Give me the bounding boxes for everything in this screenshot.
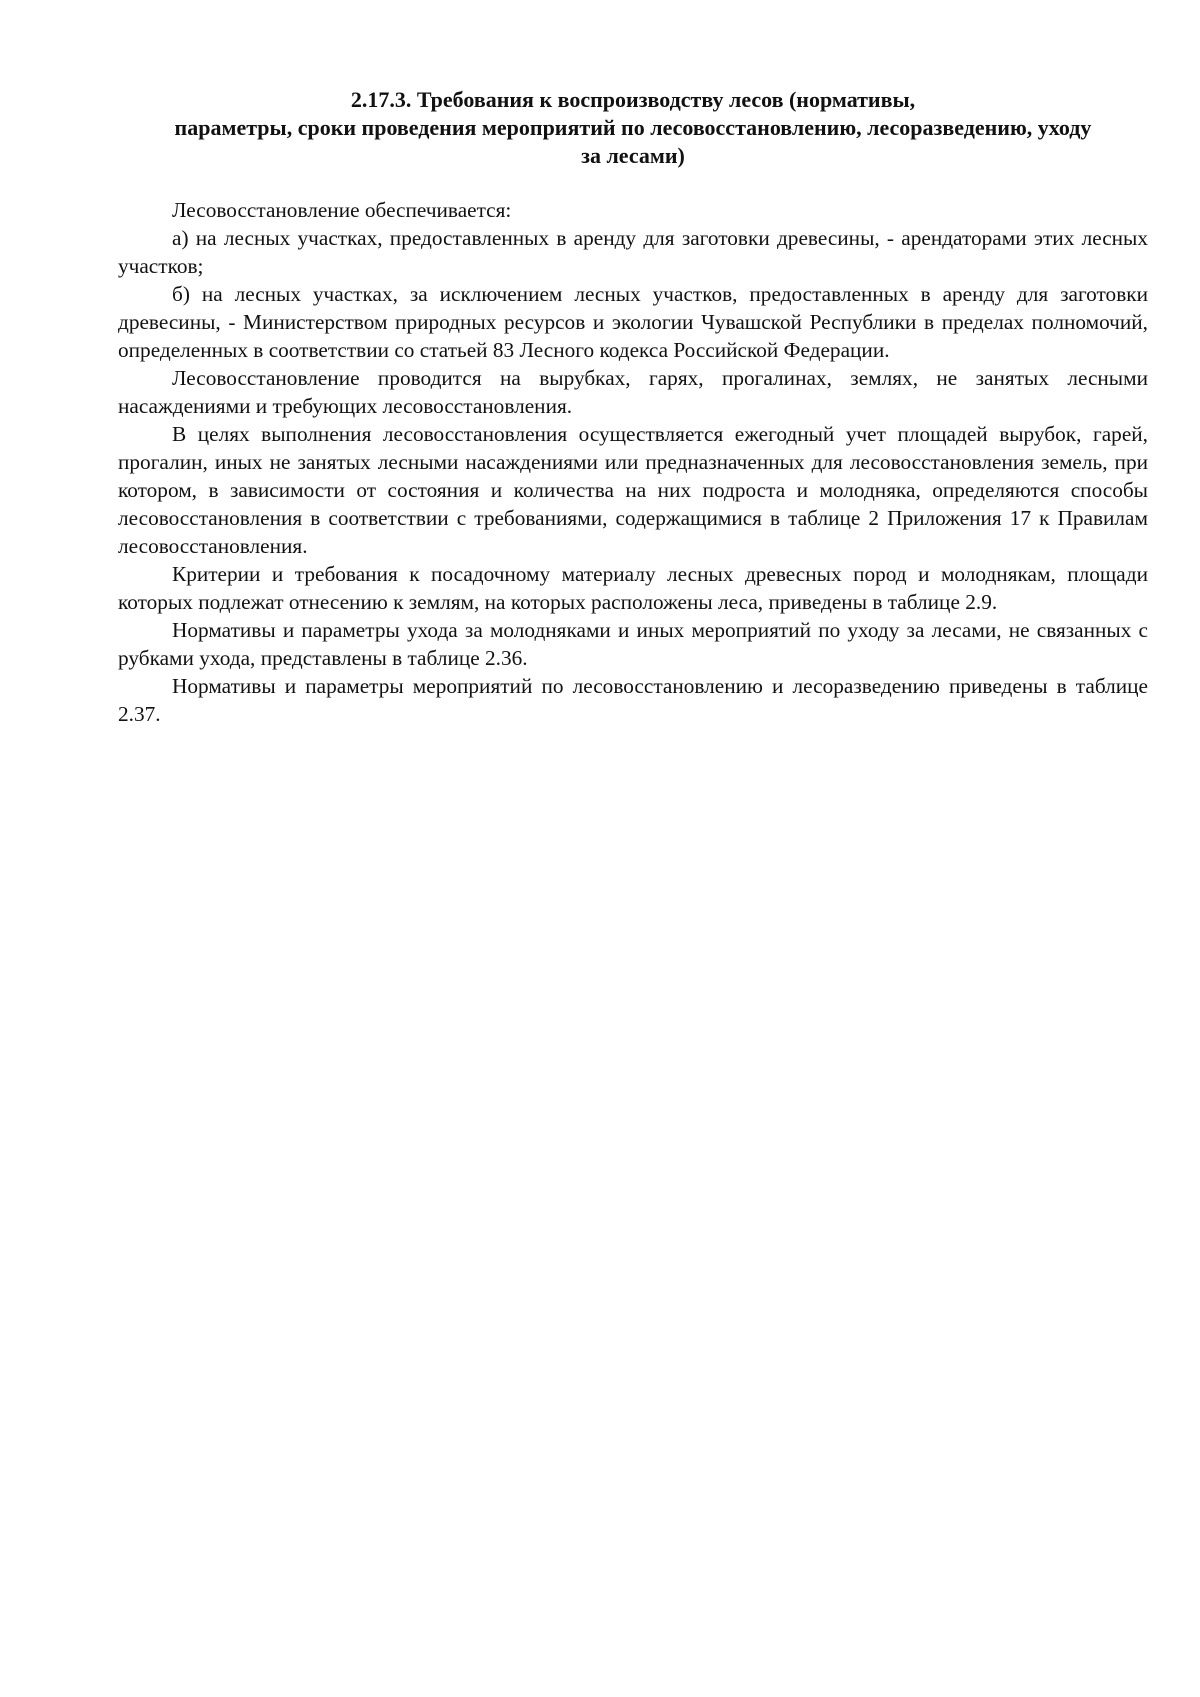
- paragraph-locations: Лесовосстановление проводится на вырубках, гарях, прогалинах, землях, не занятых лесными насаждениями и требующих лесовосстановления.: [118, 366, 1148, 418]
- heading-line-1: 2.17.3. Требования к воспроизводству лесов (нормативы,: [350, 87, 916, 112]
- section-heading: [118, 86, 1148, 170]
- heading-line-2: параметры, сроки проведения мероприятий по лесовосстановлению, лесоразведению, уходу: [174, 115, 1092, 140]
- paragraph-criteria: Критерии и требования к посадочному материалу лесных древесных пород и молоднякам, площади которых подлежат отнесению к землям, на которых расположены леса, приведены в таблице 2.9.: [118, 562, 1148, 614]
- document-page: [118, 86, 1148, 728]
- paragraph-item-a: а) на лесных участках, предоставленных в аренду для заготовки древесины, - арендаторами этих лесных участков;: [118, 226, 1148, 278]
- paragraph-care-norms: Нормативы и параметры ухода за молодняками и иных мероприятий по уходу за лесами, не связанных с рубками ухода, представлены в таблице 2.36.: [118, 618, 1148, 670]
- heading-line-3: за лесами): [581, 143, 685, 168]
- paragraph-accounting: В целях выполнения лесовосстановления осуществляется ежегодный учет площадей вырубок, гарей, прогалин, иных не занятых лесными насаждениями или предназначенных для лесовосстановления земель, при котором, в зависимости от состояния и количества на них подроста и молодняка, определяются способы лесовосстановления в соответствии с требованиями, содержащимися в таблице 2 Приложения 17 к Правилам лесовосстановления.: [118, 422, 1148, 558]
- paragraph-intro: Лесовосстановление обеспечивается:: [172, 198, 512, 222]
- paragraph-item-b: б) на лесных участках, за исключением лесных участков, предоставленных в аренду для заготовки древесины, - Министерством природных ресурсов и экологии Чувашской Республики в пределах полномочий, определенных в соответствии со статьей 83 Лесного кодекса Российской Федерации.: [118, 282, 1148, 362]
- section-body: [118, 196, 1148, 728]
- paragraph-reforestation-norms: Нормативы и параметры мероприятий по лесовосстановлению и лесоразведению приведены в таблице 2.37.: [118, 674, 1148, 726]
